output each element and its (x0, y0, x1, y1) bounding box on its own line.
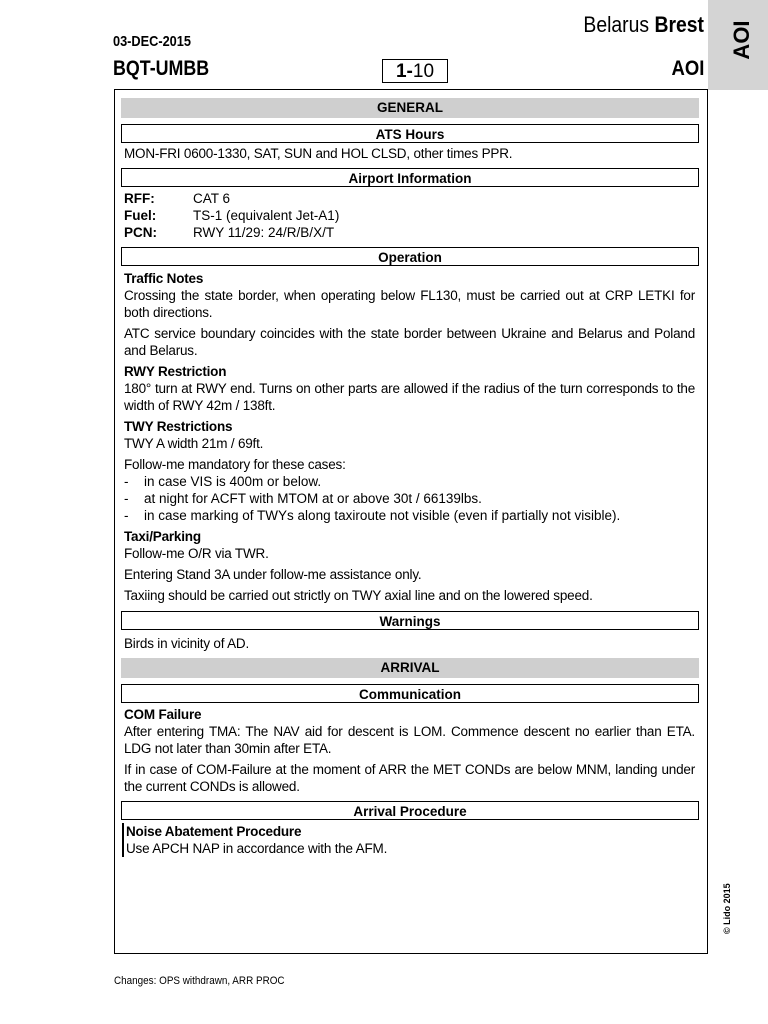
traffic-notes-heading: Traffic Notes (124, 271, 204, 286)
info-label: PCN: (124, 225, 157, 240)
content (121, 98, 699, 857)
section-arrival: ARRIVAL (121, 658, 699, 678)
info-row-pcn (124, 224, 696, 241)
subsection-warnings: Warnings (121, 611, 699, 630)
info-row-rff (124, 190, 696, 207)
side-tab-label: AOI (729, 20, 754, 60)
twy-restrictions-text-2: Follow-me mandatory for these cases: (124, 457, 346, 472)
subsection-communication: Communication (121, 684, 699, 703)
rwy-restriction-heading: RWY Restriction (124, 364, 227, 379)
city-name: Brest (654, 12, 704, 37)
noise-abatement-text: Use APCH NAP in accordance with the AFM. (126, 841, 388, 856)
warnings-text: Birds in vicinity of AD. (124, 636, 249, 651)
subsection-airport-info: Airport Information (121, 168, 699, 187)
info-value: TS-1 (equivalent Jet-A1) (193, 208, 340, 223)
taxi-parking-text-3: Taxiing should be carried out strictly on TWY axial line and on the lowered speed. (124, 588, 593, 603)
copyright: © Lido 2015 (722, 883, 732, 934)
list-item: - in case marking of TWYs along taxiroute not visible (even if partially not visible). (124, 508, 621, 523)
info-label: Fuel: (124, 208, 157, 223)
info-value: RWY 11/29: 24/R/B/X/T (193, 225, 335, 240)
changes-note: Changes: OPS withdrawn, ARR PROC (114, 975, 285, 987)
com-failure-text-2: If in case of COM-Failure at the moment of ARR the MET CONDs are below MNM, landing under the current CONDs is allowed. (124, 762, 695, 794)
list-item-text: in case VIS is 400m or below. (144, 474, 322, 489)
page-number: 10 (412, 61, 435, 82)
noise-abatement-heading: Noise Abatement Procedure (126, 824, 302, 839)
com-failure-text-1: After entering TMA: The NAV aid for descent is LOM. Commence descent no earlier than ETA. LDG not later than 30min after ETA. (124, 724, 695, 756)
subsection-ats-hours: ATS Hours (121, 124, 699, 143)
ats-hours-text: MON-FRI 0600-1330, SAT, SUN and HOL CLSD, other times PPR. (124, 146, 513, 161)
list-item: - at night for ACFT with MTOM at or above 30t / 66139lbs. (124, 491, 482, 506)
info-row-fuel (124, 207, 696, 224)
airport-info-list (121, 190, 699, 241)
traffic-notes-text-2: ATC service boundary coincides with the state border between Ukraine and Belarus and Poland and Belarus. (124, 326, 695, 358)
rwy-restriction-text: 180° turn at RWY end. Turns on other parts are allowed if the radius of the turn corresponds to the width of RWY 42m / 138ft. (124, 381, 695, 413)
airport-code: BQT-UMBB (113, 57, 210, 80)
twy-restrictions-list (121, 473, 699, 524)
info-label: RFF: (124, 191, 155, 206)
taxi-parking-text-1: Follow-me O/R via TWR. (124, 546, 269, 561)
list-item: - in case VIS is 400m or below. (124, 474, 322, 489)
section-code: AOI (671, 57, 704, 80)
taxi-parking-heading: Taxi/Parking (124, 529, 201, 544)
info-value: CAT 6 (193, 191, 231, 206)
section-general: GENERAL (121, 98, 699, 118)
location-title (583, 12, 704, 38)
changed-content-bar (122, 823, 699, 857)
twy-restrictions-heading: TWY Restrictions (124, 419, 233, 434)
page-prefix: 1- (395, 61, 413, 82)
subsection-operation: Operation (121, 247, 699, 266)
traffic-notes-text-1: Crossing the state border, when operating below FL130, must be carried out at CRP LETKI for both directions. (124, 288, 695, 320)
page-number-box (382, 59, 448, 83)
subsection-arrival-procedure: Arrival Procedure (121, 801, 699, 820)
country-name: Belarus (583, 12, 650, 37)
twy-restrictions-text-1: TWY A width 21m / 69ft. (124, 436, 264, 451)
taxi-parking-text-2: Entering Stand 3A under follow-me assistance only. (124, 567, 422, 582)
list-item-text: in case marking of TWYs along taxiroute not visible (even if partially not visible). (144, 508, 621, 523)
chart-date: 03-DEC-2015 (113, 33, 191, 50)
com-failure-heading: COM Failure (124, 707, 202, 722)
list-item-text: at night for ACFT with MTOM at or above 30t / 66139lbs. (144, 491, 482, 506)
